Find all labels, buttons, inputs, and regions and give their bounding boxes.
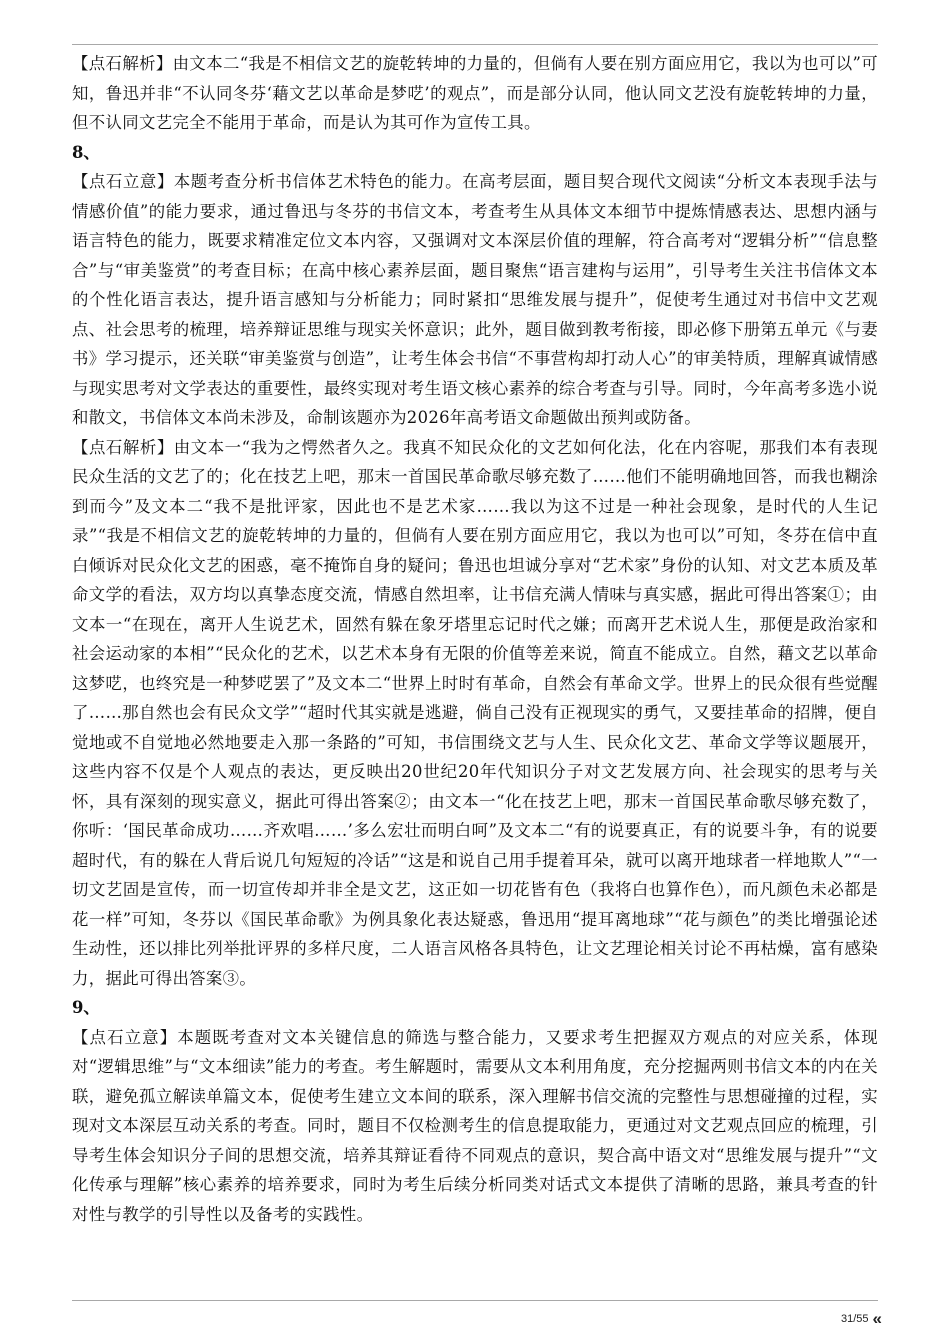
- header-rule: [72, 44, 878, 45]
- question-8-number: 8、: [72, 142, 100, 162]
- page-footer: [841, 1309, 880, 1329]
- q8-intent-paragraph: 【点石立意】本题考查分析书信体艺术特色的能力。在高考层面，题目契合现代文阅读“分析文本表现手法与情感价值”的能力要求，通过鲁迅与冬芬的书信文本，考查考生从具体文本细节中提炼情感表达、思想内涵与语言特色的能力，既要求精准定位文本内容，又强调对文本深层价值的理解，符合高考对“逻辑分析”“信息整合”与“审美鉴赏”的考查目标；在高中核心素养层面，题目聚焦“语言建构与运用”，引导考生关注书信体文本的个性化语言表达，提升语言感知与分析能力；同时紧扣“思维发展与提升”，促使考生通过对书信中文艺观点、社会思考的梳理，培养辩证思维与现实关怀意识；此外，题目做到教考衔接，即必修下册第五单元《与妻书》学习提示，还关联“审美鉴赏与创造”，让考生体会书信“不事营构却打动人心”的审美特质，理解真诚情感与现实思考对文学表达的重要性，最终实现对考生语文核心素养的综合考查与引导。同时，今年高考多选小说和散文，书信体文本尚未涉及，命制该题亦为2026年高考语文命题做出预判或防备。: [72, 172, 878, 427]
- footer-rule: [72, 1300, 878, 1301]
- page-number: 31/55: [841, 1313, 869, 1325]
- page-content: [72, 49, 878, 1229]
- q9-intent-paragraph: 【点石立意】本题既考查对文本关键信息的筛选与整合能力，又要求考生把握双方观点的对应关系，体现对“逻辑思维”与“文本细读”能力的考查。考生解题时，需要从文本利用角度，充分挖掘两则书信文本的内在关联，避免孤立解读单篇文本，促使考生建立文本间的联系，深入理解书信交流的完整性与思想碰撞的过程，实现对文本深层互动关系的考查。同时，题目不仅检测考生的信息提取能力，更通过对文艺观点回应的梳理，引导考生体会知识分子间的思想交流，培养其辩证看待不同观点的意识，契合高中语文对“思维发展与提升”“文化传承与理解”核心素养的培养要求，同时为考生后续分析同类对话式文本提供了清晰的思路，兼具考查的针对性与教学的引导性以及备考的实践性。: [72, 1027, 878, 1224]
- q8-analysis-paragraph: 【点石解析】由文本一“我为之愕然者久之。我真不知民众化的文艺如何化法，化在内容呢，那我们本有表现民众生活的文艺了的；化在技艺上吧，那末一首国民革命歌尽够充数了……他们不能明确地回答，而我也糊涂到而今”及文本二“我不是批评家，因此也不是艺术家……我以为这不过是一种社会现象，是时代的人生记录”“我是不相信文艺的旋乾转坤的力量的，但倘有人要在别方面应用它，我以为也可以”可知，冬芬在信中直白倾诉对民众化文艺的困惑，毫不掩饰自身的疑问；鲁迅也坦诚分享对“艺术家”身份的认知、对文艺本质及革命文学的看法，双方均以真挚态度交流，情感自然坦率，让书信充满人情味与真实感，据此可得出答案①；由文本一“在现在，离开人生说艺术，固然有躲在象牙塔里忘记时代之嫌；而离开艺术说人生，那便是政治家和社会运动家的本相”“民众化的艺术，以艺术本身有无限的价值等差来说，简直不能成立。自然，藉文艺以革命这梦呓，也终究是一种梦呓罢了”及文本二“世界上时时有革命，自然会有革命文学。世界上的民众很有些觉醒了……那自然也会有民众文学”“超时代其实就是逃避，倘自己没有正视现实的勇气，又要挂革命的招牌，便自觉地或不自觉地必然地要走入那一条路的”可知，书信围绕文艺与人生、民众化文艺、革命文学等议题展开，这些内容不仅是个人观点的表达，更反映出20世纪20年代知识分子对文艺发展方向、社会现实的思考与关怀，具有深刻的现实意义，据此可得出答案②；由文本一“化在技艺上吧，那末一首国民革命歌尽够充数了，你听：‘国民革命成功……齐欢唱……’多么宏壮而明白呵”及文本二“有的说要真正，有的说要斗争，有的说要超时代，有的躲在人背后说几句短短的冷话”“这是和说自己用手提着耳朵，就可以离开地球者一样地欺人”“一切文艺固是宣传，而一切宣传却并非全是文艺，这正如一切花皆有色（我将白也算作色），而凡颜色未必都是花一样”可知，冬芬以《国民革命歌》为例具象化表达疑惑，鲁迅用“提耳离地球”“花与颜色”的类比增强论述生动性，还以排比列举批评界的多样尺度，二人语言风格各具特色，让文艺理论相关讨论不再枯燥，富有感染力，据此可得出答案③。: [72, 437, 878, 988]
- double-chevron-left-icon[interactable]: «: [872, 1309, 880, 1328]
- q7-analysis-paragraph: 【点石解析】由文本二“我是不相信文艺的旋乾转坤的力量的，但倘有人要在别方面应用它，我以为也可以”可知，鲁迅并非“不认同冬芬‘藉文艺以革命是梦呓’的观点”，而是部分认同，他认同文艺没有旋乾转坤的力量，但不认同文艺完全不能用于革命，而是认为其可作为宣传工具。: [72, 54, 878, 132]
- question-9-number: 9、: [72, 998, 100, 1017]
